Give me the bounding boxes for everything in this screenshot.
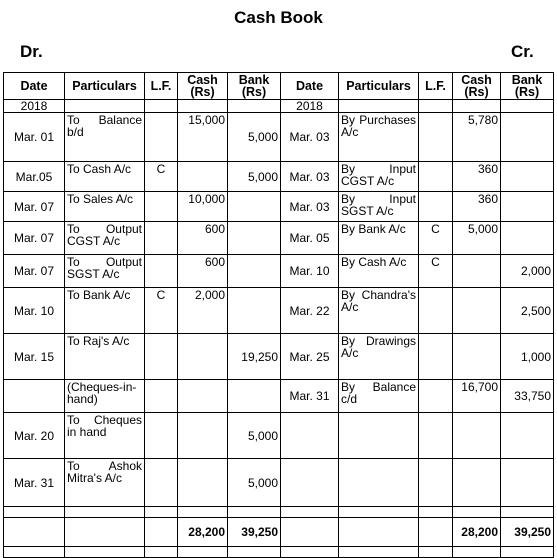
entry-bank: 2,000	[501, 255, 554, 288]
entry-lf	[145, 192, 178, 222]
col-header: Bank (Rs)	[228, 73, 281, 100]
total-bank-dr: 39,250	[228, 518, 281, 547]
entry-particulars: By Input SGST A/c	[339, 192, 419, 222]
year-row	[4, 100, 554, 113]
entry-bank	[228, 380, 281, 413]
entry-particulars: To Output CGST A/c	[65, 222, 145, 255]
entry-bank	[228, 288, 281, 334]
entry-cash: 360	[453, 192, 501, 222]
entry-bank: 1,000	[501, 334, 554, 380]
entry-lf	[419, 459, 453, 507]
entry-lf	[419, 288, 453, 334]
entry-bank	[228, 192, 281, 222]
page-title: Cash Book	[234, 8, 323, 27]
col-header: Cash (Rs)	[453, 73, 501, 100]
entry-particulars: To Cheques in hand	[65, 413, 145, 459]
entry-bank: 19,250	[228, 334, 281, 380]
table-row	[4, 162, 554, 192]
credit-label: Cr.	[511, 42, 534, 61]
entry-cash: 360	[453, 162, 501, 192]
entry-lf	[145, 255, 178, 288]
col-header: L.F.	[145, 73, 178, 100]
entry-cash	[178, 380, 228, 413]
entry-lf: C	[419, 255, 453, 288]
entry-date: Mar. 15	[4, 334, 65, 380]
spacer-row	[4, 507, 554, 518]
entry-cash	[453, 255, 501, 288]
entry-cash: 5,780	[453, 113, 501, 162]
col-header: Cash (Rs)	[178, 73, 228, 100]
entry-bank	[501, 459, 554, 507]
spacer-row	[4, 547, 554, 558]
entry-particulars: By Purchases A/c	[339, 113, 419, 162]
entry-cash: 16,700	[453, 380, 501, 413]
entry-date: Mar. 25	[281, 334, 339, 380]
entry-cash: 5,000	[453, 222, 501, 255]
entry-bank: 5,000	[228, 162, 281, 192]
entry-lf	[145, 380, 178, 413]
entry-bank: 2,500	[501, 288, 554, 334]
entry-bank	[501, 413, 554, 459]
entry-lf: C	[145, 162, 178, 192]
entry-date: Mar. 07	[4, 255, 65, 288]
year-cell: 2018	[281, 100, 339, 113]
entry-particulars: To Output SGST A/c	[65, 255, 145, 288]
entry-particulars: By Drawings A/c	[339, 334, 419, 380]
entry-bank: 5,000	[228, 413, 281, 459]
entry-cash: 10,000	[178, 192, 228, 222]
entry-lf	[145, 413, 178, 459]
entry-particulars: To Balance b/d	[65, 113, 145, 162]
entry-date: Mar. 05	[281, 222, 339, 255]
entry-date: Mar. 10	[4, 288, 65, 334]
total-cash-dr: 28,200	[178, 518, 228, 547]
entry-cash: 600	[178, 255, 228, 288]
entry-lf: C	[145, 288, 178, 334]
entry-date	[281, 459, 339, 507]
entry-particulars: To Bank A/c	[65, 288, 145, 334]
entries	[4, 113, 554, 507]
entry-particulars: To Cash A/c	[65, 162, 145, 192]
header-row	[4, 73, 554, 100]
table-row	[4, 192, 554, 222]
entry-lf	[145, 459, 178, 507]
entry-date: Mar. 31	[4, 459, 65, 507]
totals-row	[4, 518, 554, 547]
entry-bank	[228, 255, 281, 288]
entry-lf	[419, 162, 453, 192]
entry-lf: C	[419, 222, 453, 255]
entry-bank	[228, 222, 281, 255]
entry-lf	[145, 222, 178, 255]
col-header: Particulars	[339, 73, 419, 100]
col-header: Particulars	[65, 73, 145, 100]
entry-particulars	[339, 459, 419, 507]
entry-date: Mar. 01	[4, 113, 65, 162]
entry-particulars: By Cash A/c	[339, 255, 419, 288]
entry-date: Mar. 31	[281, 380, 339, 413]
entry-lf	[419, 113, 453, 162]
entry-date: Mar. 03	[281, 162, 339, 192]
col-header: Date	[281, 73, 339, 100]
entry-date: Mar. 03	[281, 113, 339, 162]
entry-lf	[419, 380, 453, 413]
entry-bank: 5,000	[228, 459, 281, 507]
cash-book-table	[3, 72, 554, 558]
entry-lf	[419, 334, 453, 380]
table-row	[4, 413, 554, 459]
entry-cash	[178, 459, 228, 507]
entry-bank	[501, 222, 554, 255]
entry-bank	[501, 162, 554, 192]
table-row	[4, 334, 554, 380]
table-row	[4, 113, 554, 162]
entry-particulars: By Bank A/c	[339, 222, 419, 255]
entry-date	[4, 380, 65, 413]
entry-particulars: By Input CGST A/c	[339, 162, 419, 192]
entry-date: Mar. 10	[281, 255, 339, 288]
entry-bank	[501, 113, 554, 162]
entry-cash: 2,000	[178, 288, 228, 334]
entry-date: Mar.05	[4, 162, 65, 192]
entry-bank: 5,000	[228, 113, 281, 162]
entry-lf	[419, 413, 453, 459]
entry-lf	[419, 192, 453, 222]
col-header: Date	[4, 73, 65, 100]
entry-particulars: By Balance c/d	[339, 380, 419, 413]
entry-cash	[178, 334, 228, 380]
table-row	[4, 380, 554, 413]
debit-label: Dr.	[20, 42, 43, 61]
entry-date	[281, 413, 339, 459]
total-bank-cr: 39,250	[501, 518, 554, 547]
entry-particulars: (Cheques-in-hand)	[65, 380, 145, 413]
col-header: L.F.	[419, 73, 453, 100]
table-row	[4, 222, 554, 255]
entry-particulars	[339, 413, 419, 459]
entry-bank: 33,750	[501, 380, 554, 413]
entry-cash	[453, 413, 501, 459]
entry-cash	[453, 288, 501, 334]
entry-cash	[178, 413, 228, 459]
entry-date: Mar. 07	[4, 192, 65, 222]
entry-date: Mar. 22	[281, 288, 339, 334]
entry-date: Mar. 20	[4, 413, 65, 459]
entry-cash	[453, 334, 501, 380]
entry-particulars: To Sales A/c	[65, 192, 145, 222]
entry-bank	[501, 192, 554, 222]
entry-particulars: By Chandra's A/c	[339, 288, 419, 334]
entry-particulars: To Ashok Mitra's A/c	[65, 459, 145, 507]
entry-lf	[145, 113, 178, 162]
entry-date: Mar. 03	[281, 192, 339, 222]
entry-date: Mar. 07	[4, 222, 65, 255]
table-row	[4, 459, 554, 507]
table-row	[4, 288, 554, 334]
entry-cash: 15,000	[178, 113, 228, 162]
entry-cash: 600	[178, 222, 228, 255]
year-cell: 2018	[4, 100, 65, 113]
entry-lf	[145, 334, 178, 380]
entry-particulars: To Raj's A/c	[65, 334, 145, 380]
table-row	[4, 255, 554, 288]
total-cash-cr: 28,200	[453, 518, 501, 547]
entry-cash	[453, 459, 501, 507]
entry-cash	[178, 162, 228, 192]
col-header: Bank (Rs)	[501, 73, 554, 100]
